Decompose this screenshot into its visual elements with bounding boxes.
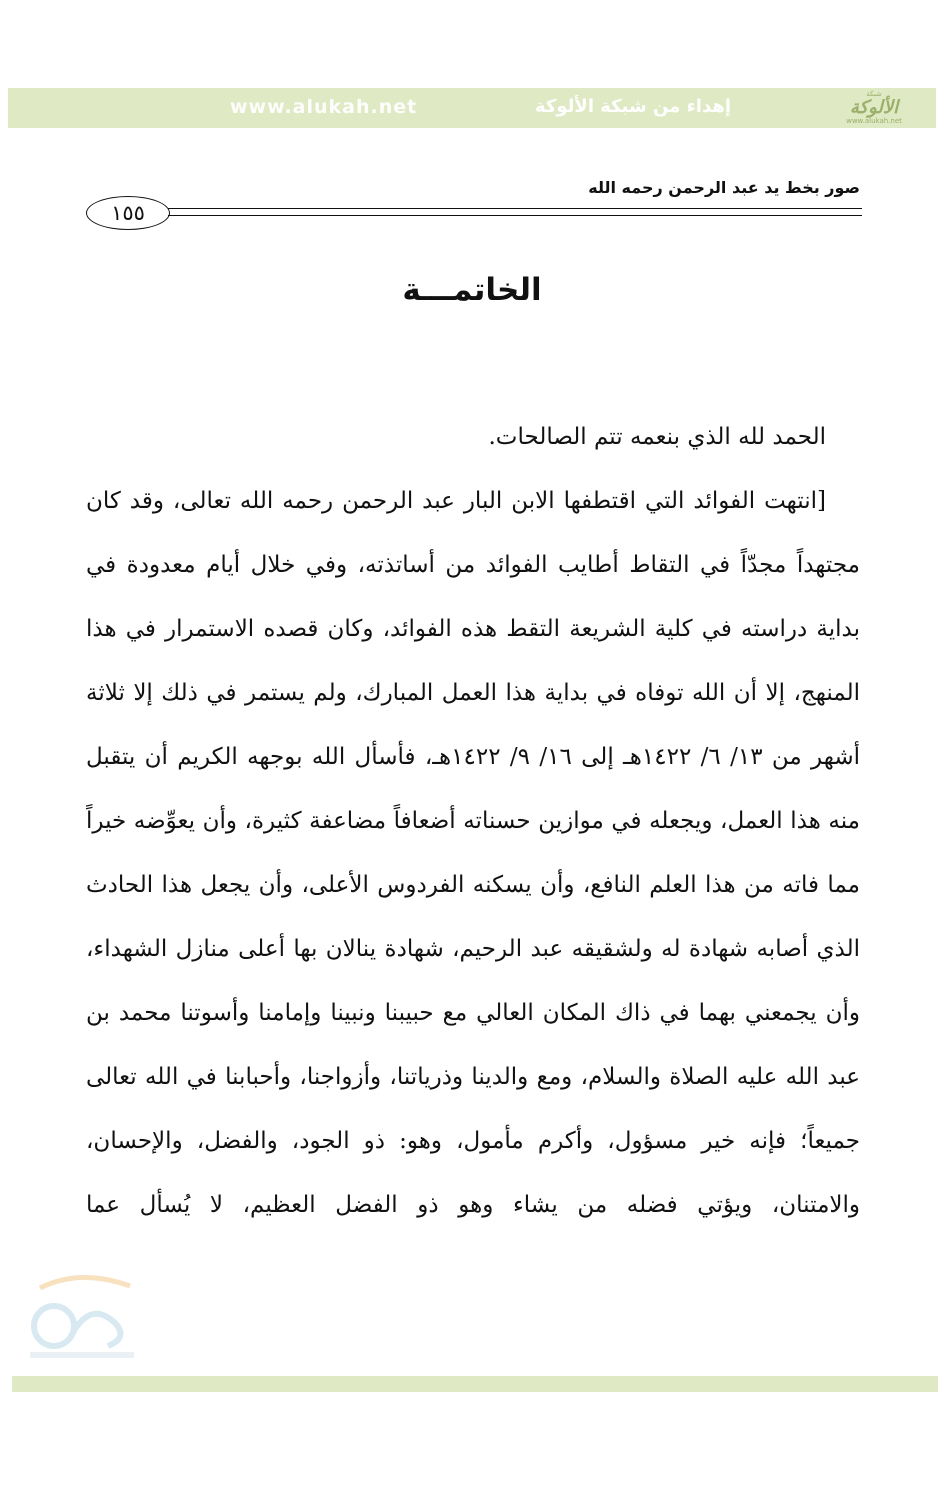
logo-url-text: www.alukah.net	[846, 117, 902, 125]
top-banner	[8, 88, 936, 128]
running-header-title: صور بخط يد عبد الرحمن رحمه الله	[588, 178, 860, 197]
logo-top-text: شبكة	[866, 90, 882, 98]
header-rule	[168, 208, 862, 216]
banner-gift-text: إهداء من شبكة الألوكة	[535, 96, 731, 117]
main-paragraph: [انتهت الفوائد التي اقتطفها الابن البار عبد الرحمن رحمه الله تعالى، وقد كان مجتهداً مجدّاً في التقاط أطايب الفوائد من أساتذته، وفي خلال أيام معدودة في بداية دراسته في كلية الشريعة التقط هذه الفوائد، وكان قصده الاستمرار في هذا المنهج، إلا أن الله توفاه في بداية هذا العمل المبارك، ولم يستمر في ذلك إلا ثلاثة أشهر من ١٣/ ٦/ ١٤٢٢هـ إلى ١٦/ ٩/ ١٤٢٢هـ، فأسأل الله بوجهه الكريم أن يتقبل منه هذا العمل، ويجعله في موازين حسناته أضعافاً مضاعفة كثيرة، وأن يعوِّضه خيراً مما فاته من هذا العلم النافع، وأن يسكنه الفردوس الأعلى، وأن يجعل هذا الحادث الذي أصابه شهادة له ولشقيقه عبد الرحيم، شهادة ينالان بها أعلى منازل الشهداء، وأن يجمعني بهما في ذاك المكان العالي مع حبيبنا ونبينا وإمامنا وأسوتنا محمد بن عبد الله عليه الصلاة والسلام، ومع والدينا وذرياتنا، وأزواجنا، وأحبابنا في الله تعالى جميعاً؛ فإنه خير مسؤول، وأكرم مأمول، وهو: ذو الجود، والفضل، والإحسان، والامتنان، ويؤتي فضله من يشاء وهو ذو الفضل العظيم، لا يُسأل عما	[86, 488, 860, 1218]
decorative-watermark-icon	[20, 1268, 142, 1362]
opening-line: الحمد لله الذي بنعمه تتم الصالحات.	[488, 424, 826, 450]
alukah-logo	[828, 90, 920, 126]
logo-main-text: الألوكة	[849, 97, 899, 118]
page-number: ١٥٥	[86, 196, 170, 230]
body-text	[86, 405, 860, 1237]
chapter-title: الخاتمـــة	[402, 272, 542, 308]
bottom-bar	[12, 1376, 938, 1392]
banner-url[interactable]: www.alukah.net	[230, 96, 418, 118]
